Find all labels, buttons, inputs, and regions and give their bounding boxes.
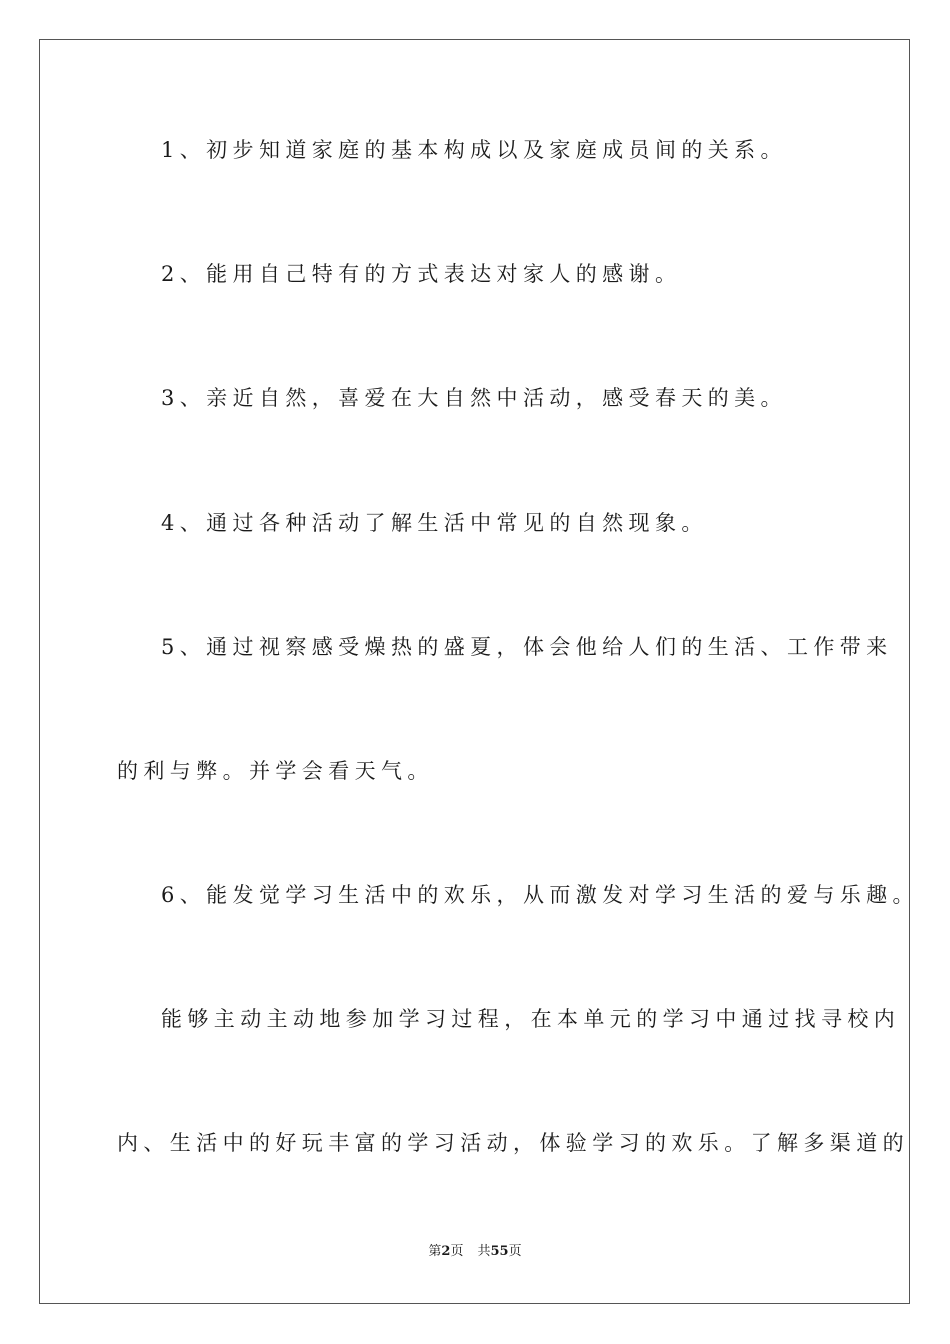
paragraph-line-7: 能够主动主动地参加学习过程，在本单元的学习中通过找寻校内	[161, 1007, 901, 1031]
paragraph-line-4: 4、通过各种活动了解生活中常见的自然现象。	[161, 511, 708, 535]
paragraph-line-3: 3、亲近自然，喜爱在大自然中活动，感受春天的美。	[161, 386, 787, 410]
page-suffix: 页	[450, 1244, 464, 1259]
paragraph-line-5: 5、通过视察感受燥热的盛夏，体会他给人们的生活、工作带来	[161, 635, 893, 659]
paragraph-line-6: 6、能发觉学习生活中的欢乐，从而激发对学习生活的爱与乐趣。	[161, 883, 919, 907]
total-prefix: 共	[477, 1244, 491, 1259]
paragraph-line-2: 2、能用自己特有的方式表达对家人的感谢。	[161, 262, 682, 286]
total-suffix: 页	[508, 1244, 522, 1259]
total-pages: 55	[490, 1244, 509, 1259]
page-number: 2	[441, 1244, 451, 1259]
paragraph-line-7-continued: 内、生活中的好玩丰富的学习活动，体验学习的欢乐。了解多渠道的	[117, 1131, 909, 1155]
page-prefix: 第	[428, 1244, 442, 1259]
page-footer	[0, 1243, 950, 1261]
paragraph-line-5-continued: 的利与弊。并学会看天气。	[117, 759, 434, 783]
paragraph-line-1: 1、初步知道家庭的基本构成以及家庭成员间的关系。	[161, 138, 787, 162]
page-frame	[39, 39, 910, 1304]
